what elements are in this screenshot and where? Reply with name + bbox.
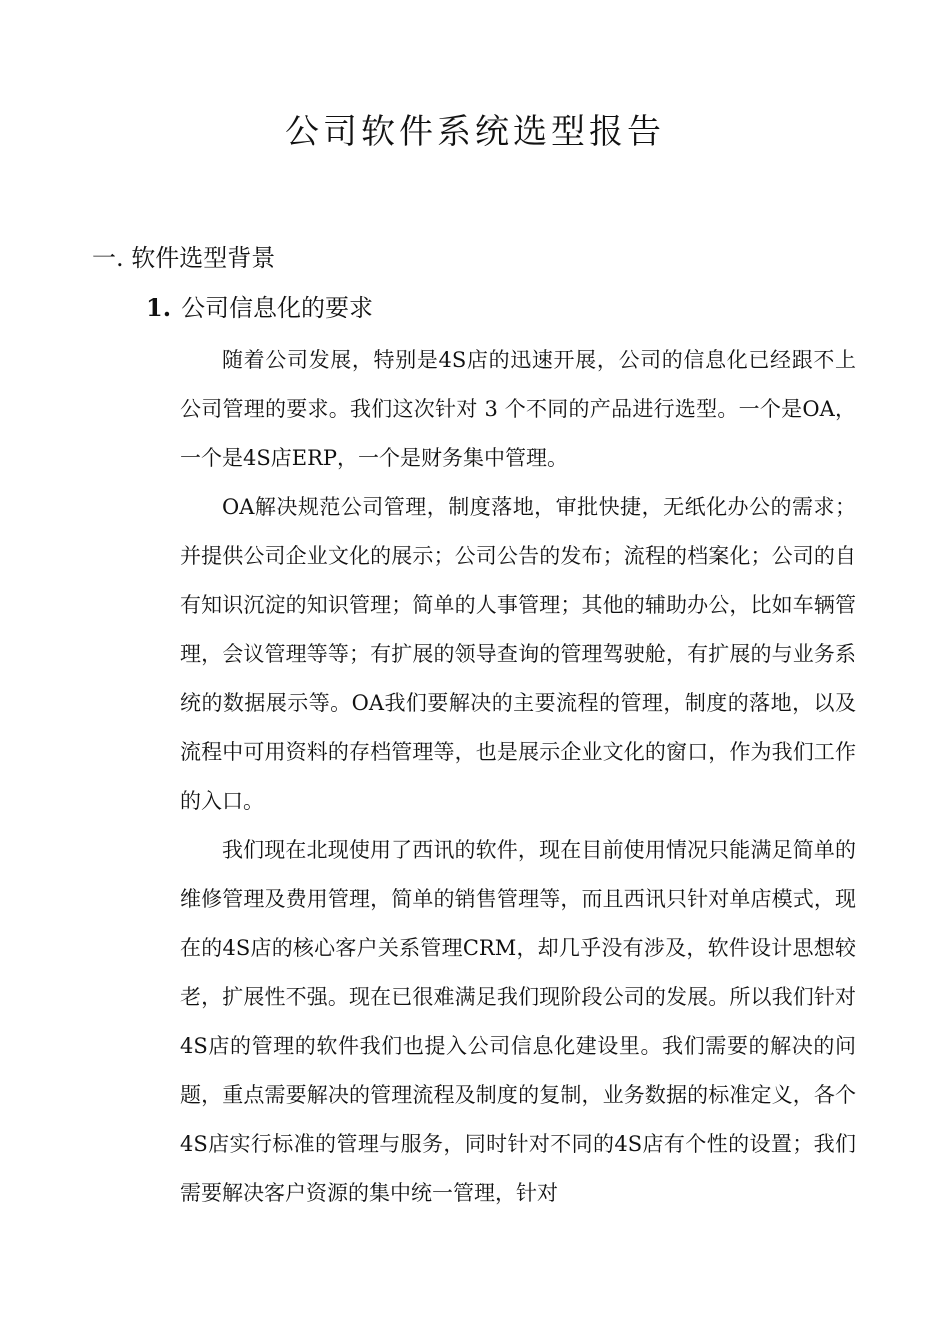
section-heading: 一. 软件选型背景 — [92, 244, 276, 272]
paragraph: OA解决规范公司管理，制度落地，审批快捷，无纸化办公的需求；并提供公司企业文化的展示；公司公告的发布；流程的档案化；公司的自有知识沉淀的知识管理；简单的人事管理；其他的辅助办公，比如车辆管理，会议管理等等；有扩展的领导查询的管理驾驶舱，有扩展的与业务系统的数据展示等。OA我们要解决的主要流程的管理，制度的落地，以及流程中可用资料的存档管理等，也是展示企业文化的窗口，作为我们工作的入口。 — [180, 495, 856, 813]
subsection-title: 公司信息化的要求 — [181, 294, 374, 322]
subsection-number: 1. — [146, 293, 172, 322]
paragraph: 我们现在北现使用了西讯的软件，现在目前使用情况只能满足简单的维修管理及费用管理，简单的销售管理等，而且西讯只针对单店模式，现在的4S店的核心客户关系管理CRM，却几乎没有涉及，软件设计思想较老，扩展性不强。现在已很难满足我们现阶段公司的发展。所以我们针对4S店的管理的软件我们也提入公司信息化建设里。我们需要的解决的问题，重点需要解决的管理流程及制度的复制，业务数据的标准定义，各个4S店实行标准的管理与服务，同时针对不同的4S店有个性的设置；我们需要解决客户资源的集中统一管理，针对 — [180, 838, 856, 1205]
subsection-heading — [146, 290, 373, 326]
body-text — [180, 336, 856, 1218]
paragraph: 随着公司发展，特别是4S店的迅速开展，公司的信息化已经跟不上公司管理的要求。我们这次针对 3 个不同的产品进行选型。一个是OA，一个是4S店ERP，一个是财务集中管理。 — [180, 348, 856, 470]
document-title: 公司软件系统选型报告 — [285, 112, 665, 152]
